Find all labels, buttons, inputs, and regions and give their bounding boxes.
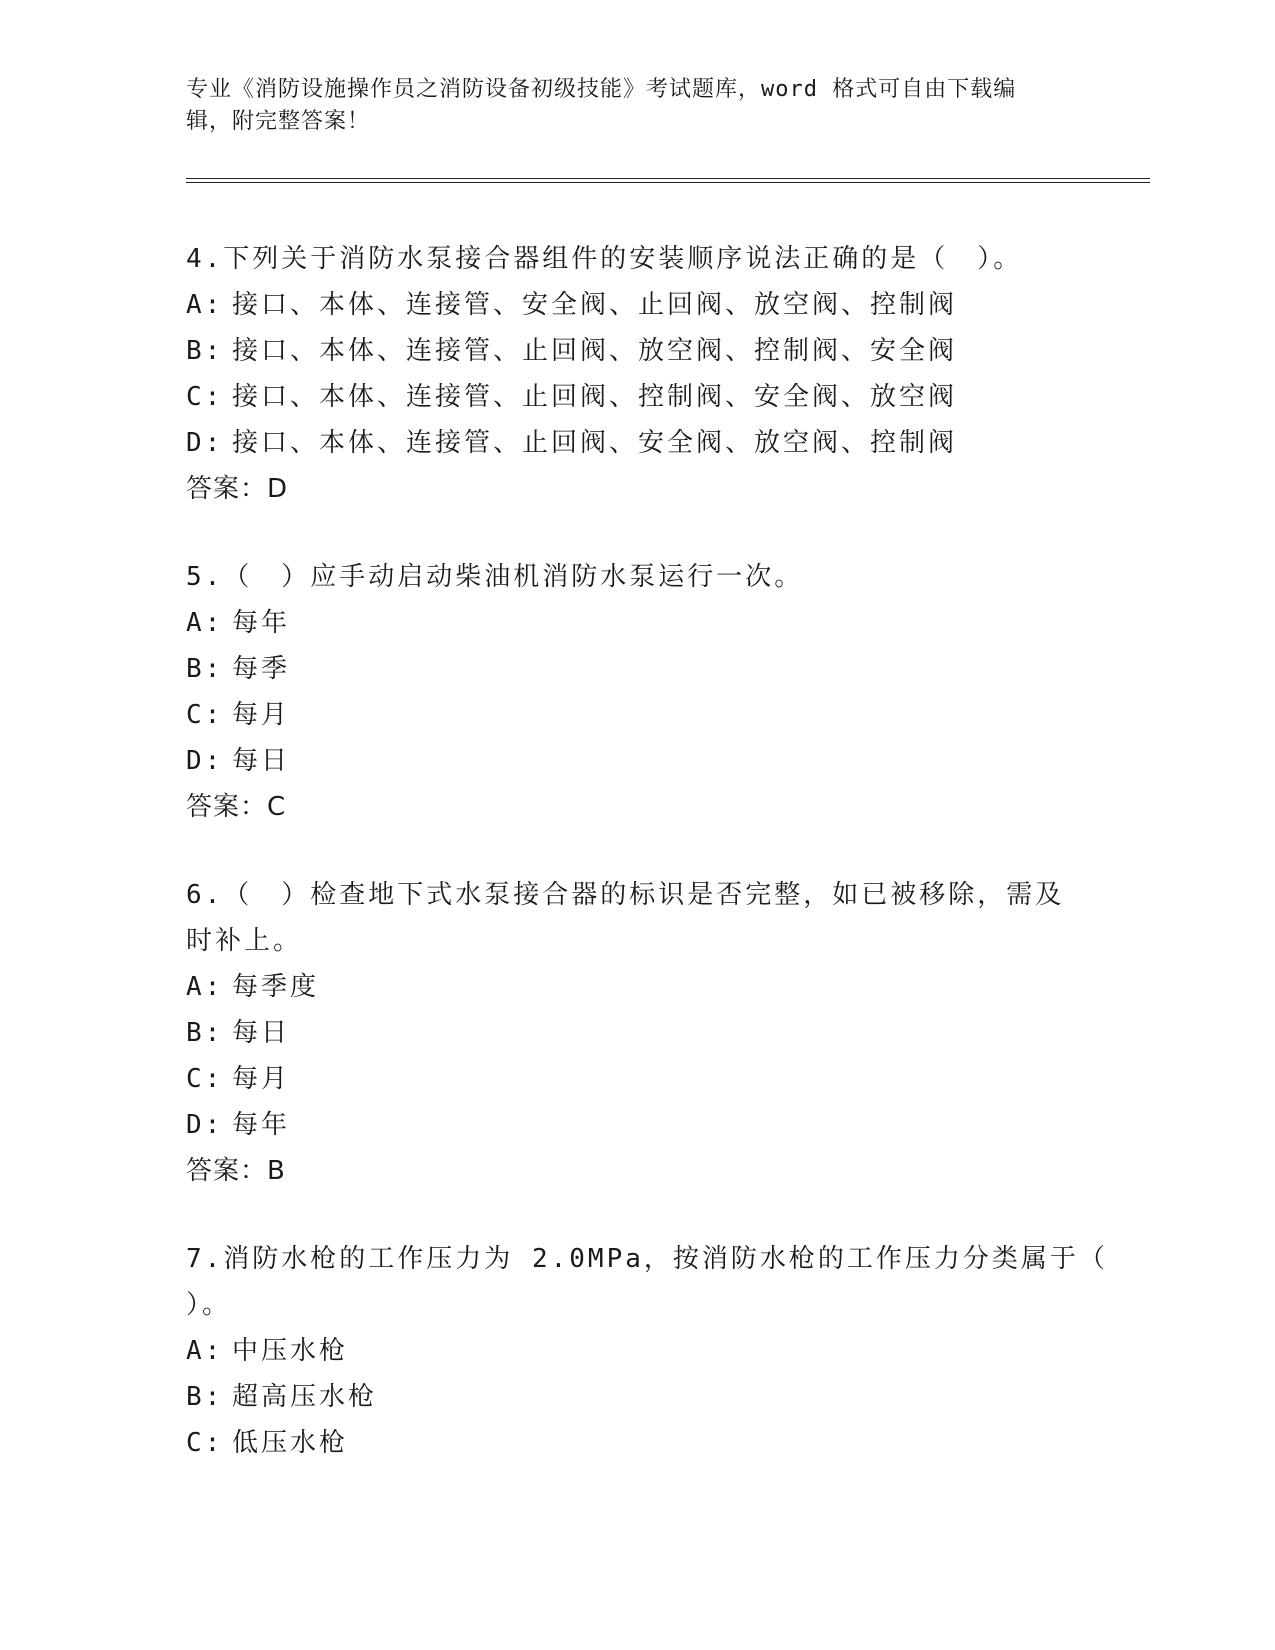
question-5	[186, 554, 1086, 830]
header-line-1: 专业《消防设施操作员之消防设备初级技能》考试题库，word 格式可自由下载编	[186, 77, 1017, 102]
document-header	[186, 74, 1066, 138]
answer: 答案：D	[186, 474, 289, 504]
option-text: 每年	[232, 608, 291, 638]
option-b	[186, 646, 1086, 692]
option-text: 低压水枪	[232, 1428, 349, 1458]
option-d	[186, 420, 1086, 466]
option-text: 每月	[232, 1064, 291, 1094]
option-text: 每日	[232, 1018, 291, 1048]
question-stem: 5.（ ）应手动启动柴油机消防水泵运行一次。	[186, 562, 804, 592]
option-key: D:	[186, 746, 224, 776]
option-key: C:	[186, 700, 224, 730]
option-a	[186, 600, 1086, 646]
header-line-2: 辑，附完整答案！	[186, 109, 371, 134]
option-text: 接口、本体、连接管、止回阀、安全阀、放空阀、控制阀	[232, 428, 958, 458]
option-text: 每月	[232, 700, 291, 730]
option-text: 接口、本体、连接管、安全阀、止回阀、放空阀、控制阀	[232, 290, 958, 320]
option-d	[186, 738, 1086, 784]
option-text: 每季度	[232, 972, 320, 1002]
option-c	[186, 692, 1086, 738]
option-key: A:	[186, 290, 224, 320]
option-key: D:	[186, 428, 224, 458]
option-c	[186, 1420, 1086, 1466]
option-c	[186, 1056, 1086, 1102]
option-b	[186, 1374, 1086, 1420]
question-stem-continued: ）。	[186, 1290, 232, 1320]
question-6	[186, 872, 1086, 1194]
answer: 答案：C	[186, 792, 287, 822]
option-c	[186, 374, 1086, 420]
option-key: D:	[186, 1110, 224, 1140]
option-text: 接口、本体、连接管、止回阀、放空阀、控制阀、安全阀	[232, 336, 958, 366]
option-key: A:	[186, 608, 224, 638]
option-a	[186, 1328, 1086, 1374]
option-text: 每季	[232, 654, 291, 684]
option-key: C:	[186, 1428, 224, 1458]
question-stem-continued: 时补上。	[186, 926, 303, 956]
option-text: 超高压水枪	[232, 1382, 378, 1412]
option-text: 每日	[232, 746, 291, 776]
question-stem: 6.（ ）检查地下式水泵接合器的标识是否完整，如已被移除，需及	[186, 880, 1065, 910]
option-key: A:	[186, 972, 224, 1002]
question-stem: 4.下列关于消防水泵接合器组件的安装顺序说法正确的是（ ）。	[186, 244, 1023, 274]
option-b	[186, 328, 1086, 374]
option-key: C:	[186, 1064, 224, 1094]
question-4	[186, 236, 1086, 512]
option-text: 接口、本体、连接管、止回阀、控制阀、安全阀、放空阀	[232, 382, 958, 412]
option-text: 中压水枪	[232, 1336, 349, 1366]
option-key: C:	[186, 382, 224, 412]
option-key: B:	[186, 1018, 224, 1048]
header-divider-bottom	[186, 182, 1150, 183]
option-a	[186, 964, 1086, 1010]
option-b	[186, 1010, 1086, 1056]
option-text: 每年	[232, 1110, 291, 1140]
option-key: B:	[186, 336, 224, 366]
option-key: A:	[186, 1336, 224, 1366]
question-stem: 7.消防水枪的工作压力为 2.0MPa，按消防水枪的工作压力分类属于（	[186, 1244, 1108, 1274]
option-key: B:	[186, 1382, 224, 1412]
option-key: B:	[186, 654, 224, 684]
option-a	[186, 282, 1086, 328]
question-7	[186, 1236, 1108, 1466]
option-d	[186, 1102, 1086, 1148]
header-divider-top	[186, 178, 1150, 179]
answer: 答案：B	[186, 1156, 286, 1186]
